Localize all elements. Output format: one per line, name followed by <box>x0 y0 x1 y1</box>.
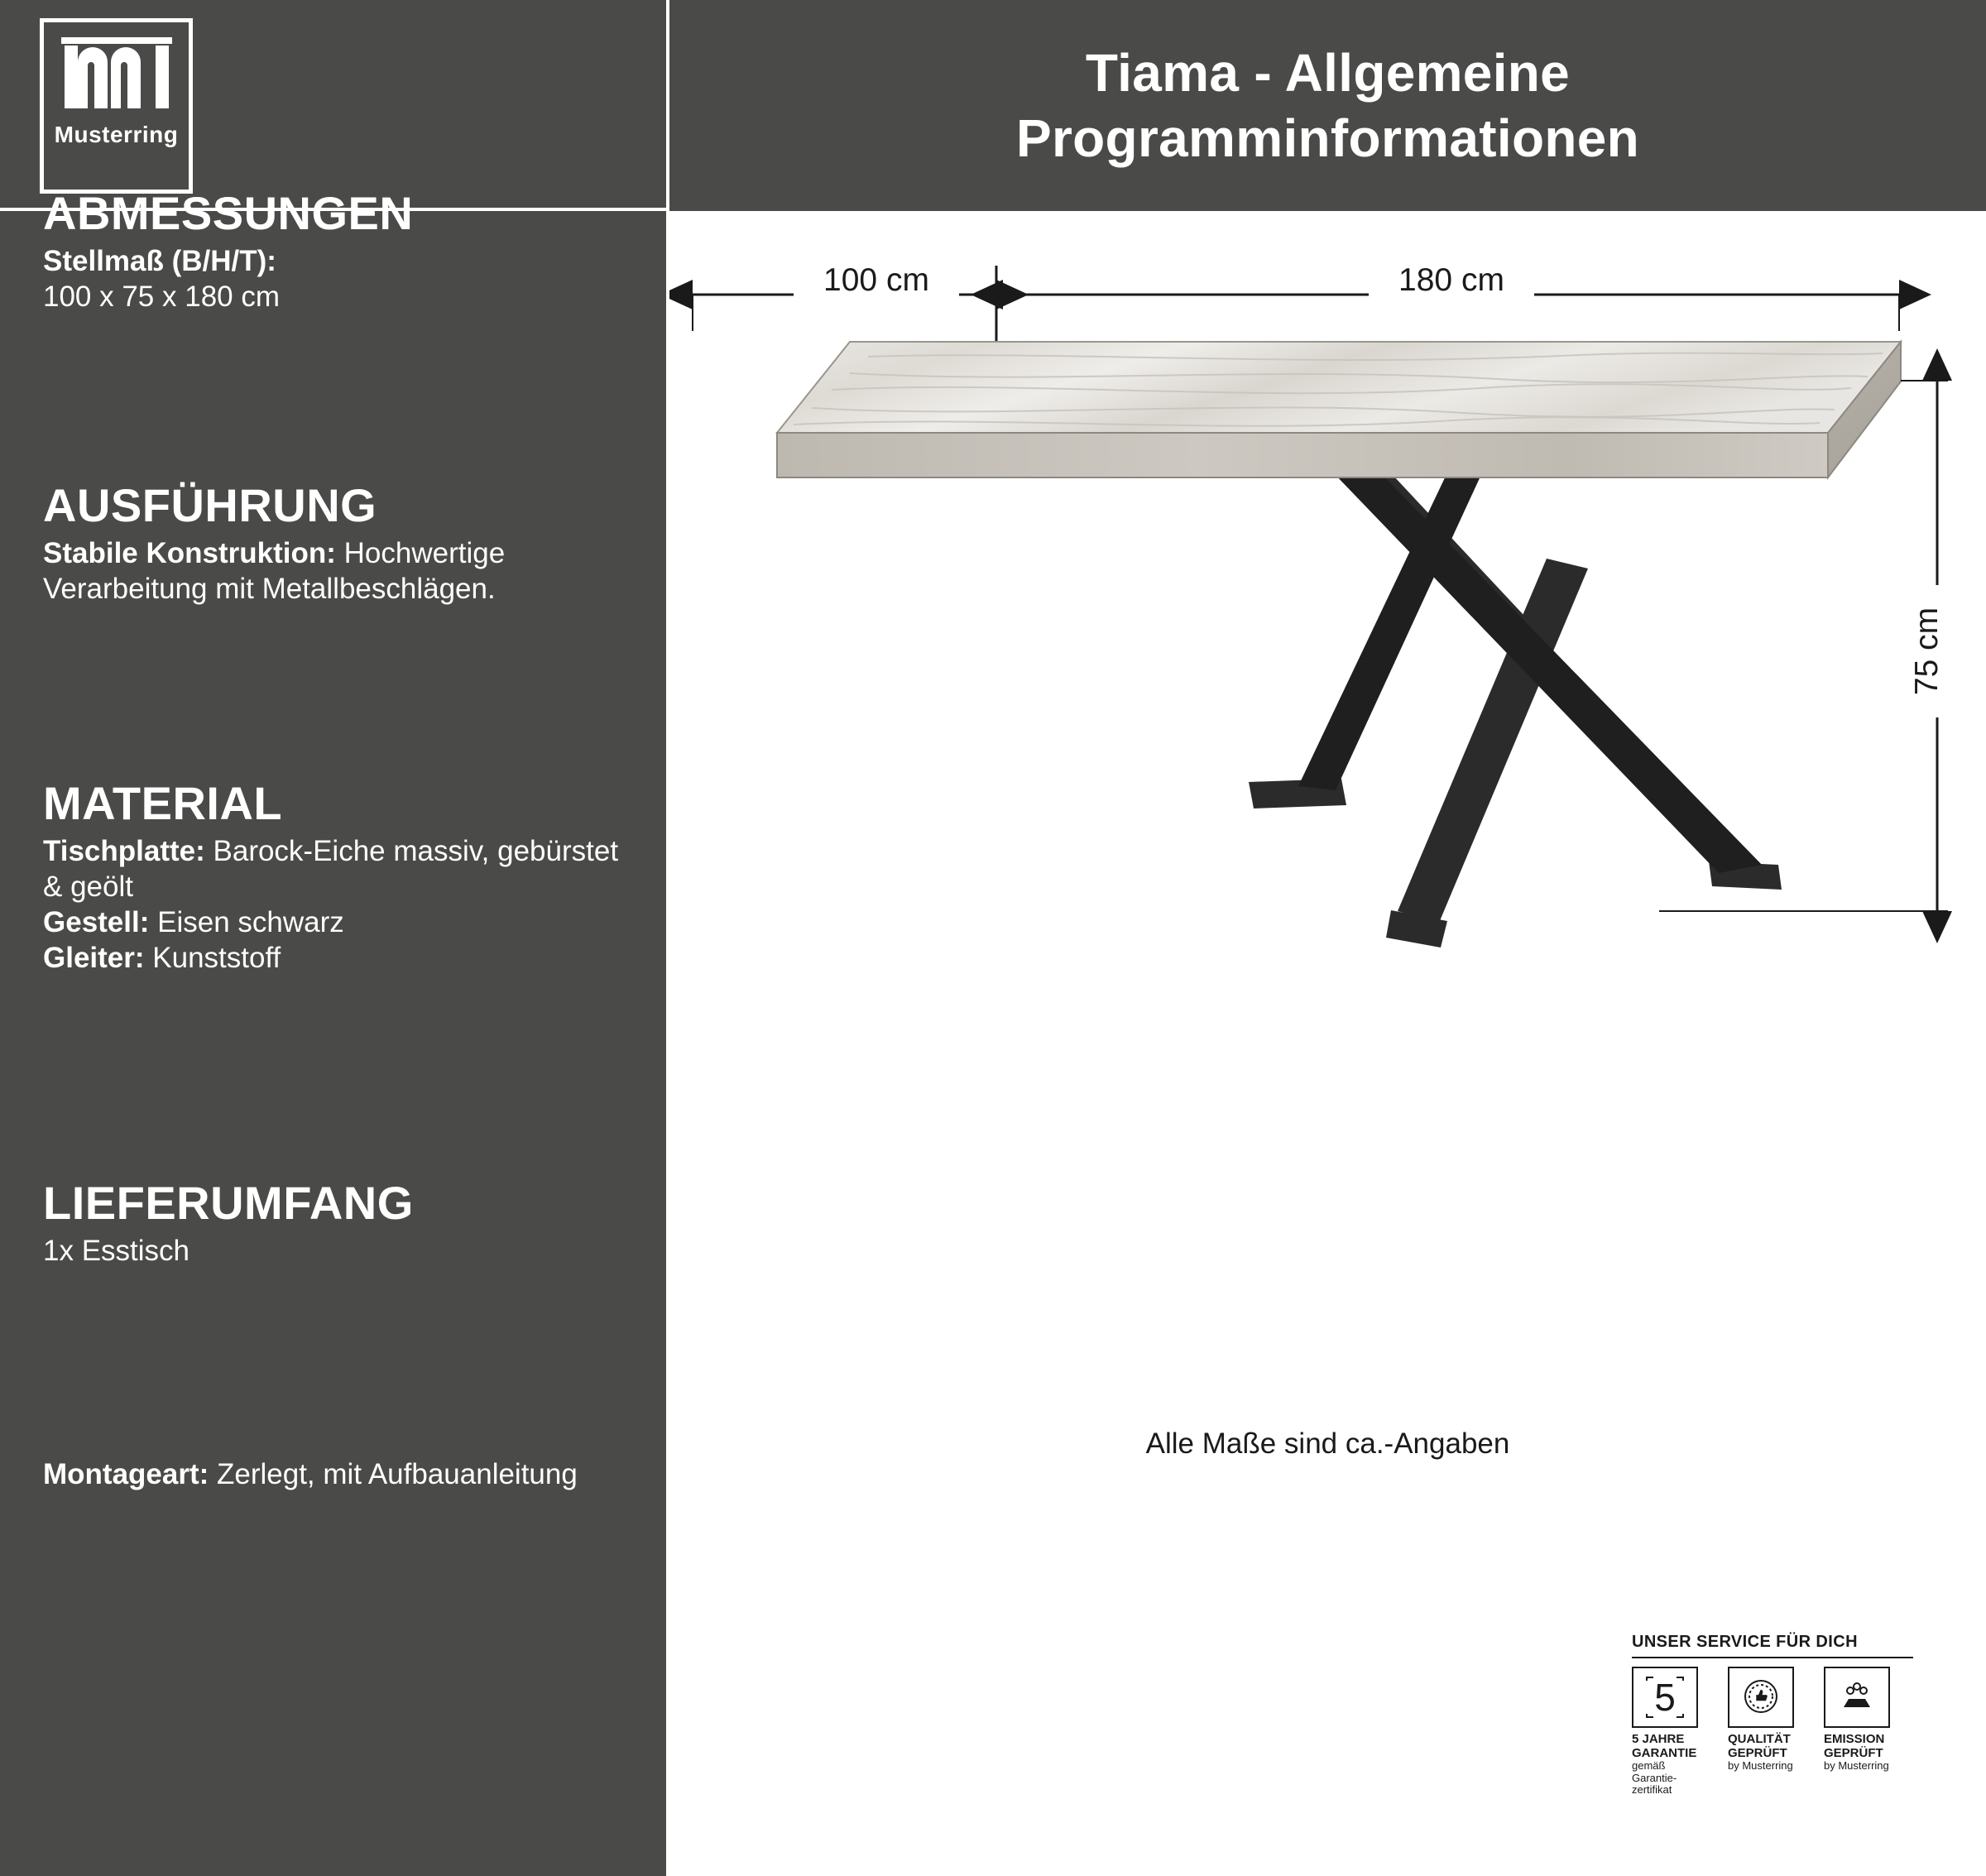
dining-table-illustration <box>669 211 1986 1370</box>
page-title-line1: Tiama - Allgemeine <box>1085 43 1571 103</box>
section-abmessungen <box>43 187 639 314</box>
badge-emission-line1: EMISSION GEPRÜFT <box>1824 1731 1885 1760</box>
badge-warranty <box>1632 1667 1713 1797</box>
section-ausfuehrung <box>43 479 639 607</box>
gestell-label: Gestell: <box>43 905 150 938</box>
quality-seal-icon <box>1728 1667 1794 1728</box>
section-heading-abmessungen: ABMESSUNGEN <box>43 187 414 239</box>
montageart-label: Montageart: <box>43 1458 209 1490</box>
measurement-disclaimer: Alle Maße sind ca.-Angaben <box>1145 1427 1510 1460</box>
service-badges-block <box>1632 1633 1913 1797</box>
tischplatte-value: Barock-Eiche massiv, gebürstet & geölt <box>43 834 619 903</box>
badge-quality <box>1728 1667 1809 1797</box>
konstruktion-label: Stabile Konstruktion: <box>43 536 336 569</box>
sidebar <box>0 0 666 1876</box>
page-header <box>669 0 1986 211</box>
badge-warranty-line2: gemäß Garantie-zertifikat <box>1632 1759 1677 1797</box>
section-heading-material: MATERIAL <box>43 777 283 829</box>
dim-width-label: 180 cm <box>1398 262 1504 298</box>
stellmass-label: Stellmaß (B/H/T): <box>43 244 276 277</box>
section-montageart <box>43 1456 639 1492</box>
five-years-icon <box>1632 1667 1698 1728</box>
badge-warranty-line1: 5 JAHRE GARANTIE <box>1632 1731 1697 1760</box>
montageart-value: Zerlegt, mit Aufbauanleitung <box>209 1458 578 1490</box>
svg-text:5: 5 <box>1654 1675 1676 1719</box>
main-content <box>669 211 1986 1876</box>
section-lieferumfang <box>43 1179 639 1269</box>
logo-frame <box>40 18 193 194</box>
gleiter-label: Gleiter: <box>43 941 145 974</box>
badge-emission <box>1824 1667 1905 1797</box>
section-material <box>43 777 639 976</box>
dim-height-label: 75 cm <box>1909 607 1945 696</box>
lieferumfang-value: 1x Esstisch <box>43 1234 189 1267</box>
service-title: UNSER SERVICE FÜR DICH <box>1632 1633 1913 1658</box>
gleiter-value: Kunststoff <box>144 941 281 974</box>
gestell-value: Eisen schwarz <box>149 905 344 938</box>
brand-logo-block <box>0 0 666 211</box>
page-title <box>1016 41 1639 170</box>
badge-emission-line2: by Musterring <box>1824 1759 1889 1773</box>
page-title-line2: Programminformationen <box>1015 108 1640 168</box>
tischplatte-label: Tischplatte: <box>43 834 205 867</box>
emission-seal-icon <box>1824 1667 1890 1728</box>
brand-name: Musterring <box>54 122 179 147</box>
musterring-logo-icon <box>61 37 172 117</box>
dim-depth-label: 100 cm <box>823 262 929 298</box>
konstruktion-value: Hochwertige Verarbeitung mit Metallbeschlägen. <box>43 536 506 605</box>
section-heading-ausfuehrung: AUSFÜHRUNG <box>43 479 377 531</box>
stellmass-value: 100 x 75 x 180 cm <box>43 280 280 313</box>
badge-quality-line2: by Musterring <box>1728 1759 1793 1773</box>
section-heading-lieferumfang: LIEFERUMFANG <box>43 1177 414 1229</box>
badge-quality-line1: QUALITÄT GEPRÜFT <box>1728 1731 1791 1760</box>
